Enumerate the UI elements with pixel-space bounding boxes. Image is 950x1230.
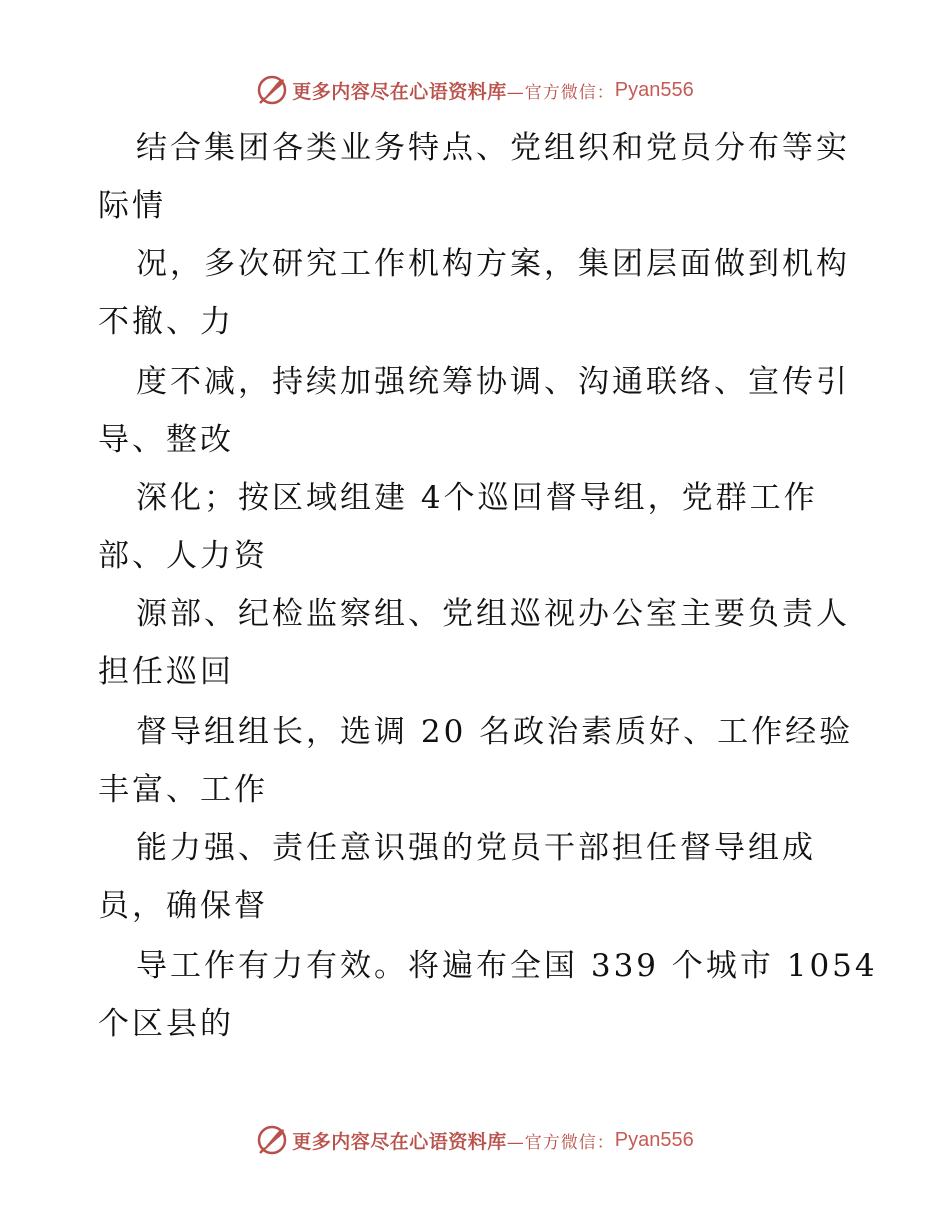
header-watermark	[0, 70, 950, 110]
text-line: 不撤、力	[98, 304, 234, 340]
quill-logo-icon	[256, 74, 288, 106]
text-line: 源部、纪检监察组、党组巡视办公室主要负责人	[136, 596, 850, 632]
watermark-text: 更多内容尽在心语资料库	[292, 1130, 507, 1153]
text-line: 丰富、工作	[98, 772, 268, 808]
watermark-dash-text: —官方微信：	[506, 1132, 615, 1153]
text-line: 际情	[98, 188, 166, 224]
text-line: 结合集团各类业务特点、党组织和党员分布等实	[136, 130, 850, 166]
text-line: 导、整改	[98, 422, 234, 458]
text-line: 担任巡回	[98, 654, 234, 690]
quill-logo-icon	[256, 1124, 288, 1156]
text-line: 度不减，持续加强统筹协调、沟通联络、宣传引	[136, 364, 850, 400]
watermark-wechat-id: Pyan556	[614, 1128, 694, 1151]
watermark-wechat-id: Pyan556	[614, 78, 694, 101]
text-line: 员，确保督	[98, 888, 268, 924]
text-line: 个区县的	[98, 1006, 234, 1042]
footer-watermark	[0, 1120, 950, 1160]
text-line: 深化；按区域组建 4个巡回督导组，党群工作	[136, 480, 818, 516]
text-line: 能力强、责任意识强的党员干部担任督导组成	[136, 830, 816, 866]
text-line: 况，多次研究工作机构方案，集团层面做到机构	[136, 246, 850, 282]
watermark-text: 更多内容尽在心语资料库	[292, 80, 507, 103]
text-line: 导工作有力有效。将遍布全国 339 个城市 1054	[136, 948, 878, 984]
text-line: 部、人力资	[98, 538, 268, 574]
text-line: 督导组组长，选调 20 名政治素质好、工作经验	[136, 714, 854, 750]
watermark-dash-text: —官方微信：	[506, 82, 615, 103]
